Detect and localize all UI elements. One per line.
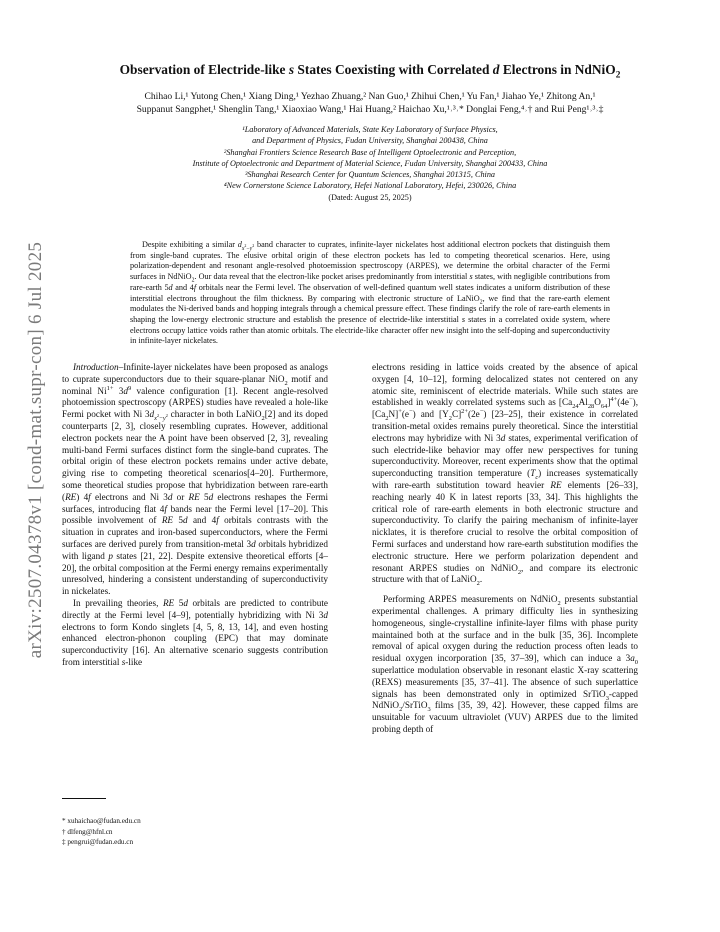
- affiliation-line: Institute of Optoelectronic and Department of Material Science, Fudan University, Shanghai 200433, China: [192, 158, 548, 168]
- author-list: [72, 90, 668, 116]
- footnote-email: * xuhaichao@fudan.edu.cn: [62, 817, 141, 825]
- affiliation-line: and Department of Physics, Fudan University, Shanghai 200438, China: [252, 136, 488, 146]
- author-line-1: Chihao Li,¹ Yutong Chen,¹ Xiang Ding,¹ Yezhao Zhuang,² Nan Guo,¹ Zhihui Chen,¹ Yu Fan,¹ Jiahao Ye,¹ Zhitong An,¹: [144, 91, 596, 102]
- left-column: [62, 362, 328, 669]
- arxiv-sidebar: [16, 200, 56, 700]
- arxiv-identifier: arXiv:2507.04378v1 [cond-mat.supr-con] 6 Jul 2025: [25, 241, 46, 659]
- dated-line: (Dated: August 25, 2025): [328, 192, 412, 202]
- footnotes: [62, 816, 328, 848]
- affiliations: [90, 124, 650, 203]
- right-column: [372, 362, 638, 736]
- author-line-2: Suppanut Sangphet,¹ Shenglin Tang,¹ Xiaoxiao Wang,¹ Hai Huang,² Haichao Xu,¹˒³˒* Donglai Feng,⁴˒† and Rui Peng¹˒³˒‡: [136, 104, 604, 115]
- intro-paragraph-2-cont: electrons residing in lattice voids created by the absence of apical oxygen [4, 10–12], forming delocalized states not centered on any atomic site, reminiscent of electride materials. While such states are established in weakly correlated systems such as $[Ca_{24}Al_{28}O_{64}]^{4+}(4e^-)$, $[Ca_2N]^+(e^-)$ and $[Y_2C]^{2+}(2e^-)$ [23–25], their existence in correlated transition-metal oxides remains purely theoretical. Since the interstitial electrons may hybridize with Ni 3d states, experimental verification of such electride-like behavior may offer new perspectives for tuning superconductivity. Moreover, recent experiments show that the optimal superconducting transition temperature $(T_c)$ increases systematically with rare-earth substitution toward heavier RE elements [26–33], reaching nearly 40 K in latest reports [33, 34]. This highlights the critical role of rare-earth elements in both electronic structure and superconductivity. To clarify the pairing mechanism of infinite-layer nicklates, it is therefore crucial to resolve the orbital composition of Fermi surfaces and understand how rare-earth substitution modifies the electronic structure. Here we perform polarization dependent and resonant ARPES studies on NdNiO$_2$, and compare its electronic structure with that of LaNiO$_2$.: [372, 362, 639, 588]
- affiliation-line: ³Shanghai Research Center for Quantum Sciences, Shanghai 201315, China: [244, 170, 496, 180]
- body-paragraph-3: Performing ARPES measurements on NdNiO$_2$ presents substantial experimental challenges. A primary difficulty lies in synthesizing homogeneous, single-crystalline infinite-layer films with phase purity maintained both at the surface and in the bulk [35, 36]. Incomplete removal of apical oxygen during the reduction process often leads to residual oxygen incorporation [35, 37–39], which can induce a $3a_0$ superlattice modulation observable in resonant elastic X-ray scattering (REXS) measurements [35, 37–41]. The absence of such superlattice signals has been demonstrated only in optimized SrTiO$_3$-capped NdNiO$_2$/SrTiO$_3$ films [35, 39, 42]. However, these capped films are unsuitable for vacuum ultraviolet (VUV) ARPES due to the limited probing depth of: [372, 594, 639, 734]
- affiliation-line: ²Shanghai Frontiers Science Research Base of Intelligent Optoelectronic and Perception,: [223, 147, 517, 157]
- affiliation-line: ⁴New Cornerstone Science Laboratory, Hefei National Laboratory, Hefei, 230026, China: [223, 181, 517, 191]
- paper-title: Observation of Electride-like s States Coexisting with Correlated d Electrons in NdNiO$_2$: [119, 62, 621, 81]
- intro-paragraph-1: Introduction–Infinite-layer nickelates have been proposed as analogs to cuprate superconductors due to their square-planar NiO$_2$ motif and nominal $Ni^{1+}$ $3d^9$ valence configuration [1]. Recent angle-resolved photoemission spectroscopy (ARPES) studies have revealed a hole-like Fermi pocket with Ni $3d_{x^2-y^2}$ character in both LaNiO$_2$[2] and its doped counterparts [2, 3], closely resembling cuprates. However, additional electron pockets near the A point have been observed [2, 3], revealing multi-band Fermi surfaces distinct form the single-band cuprates. The orbital origin of these electron pockets remains under active debate, giving rise to competing theoretical scenarios[4–20]. Furthermore, some theoretical studies propose that hybridization between rare-earth (RE) 4f electrons and Ni 3d or RE 5d electrons reshapes the Fermi surfaces, introducing flat 4f bands near the Fermi level [17–20]. This possible involvement of RE 5d and 4f orbitals contrasts with the situation in cuprates and iron-based superconductors, where the Fermi surfaces are derived purely from transition-metal 3d orbitals hybridized with ligand p states [21, 22]. Despite extensive theoretical efforts [4–20], the orbital composition at the Fermi energy remains experimentally unresolved, hindering a consistent understanding of superconductivity in nickelates.: [62, 362, 329, 597]
- footnote-email: ‡ pengrui@fudan.edu.cn: [62, 838, 134, 847]
- footnote-rule: [62, 798, 106, 799]
- abstract: Despite exhibiting a similar $d_{x^2-y^2}$ band character to cuprates, infinite-layer nickelates host additional electron pockets that distinguish them from single-band cuprates. The elusive orbital origin of these electron pockets has led to competing theoretical scenarios. Here, using polarization-dependent and resonant angle-resolved photoemission spectroscopy (ARPES), we determine the orbital character of the Fermi surfaces in NdNiO$_2$. Our data reveal that the electron-like pocket arises predominantly from interstitial s states, with negligible contributions from rare-earth 5d and 4f orbitals near the Fermi level. The observation of well-defined quantum well states indicates a uniform distribution of these interstitial electrons throughout the film thickness. By comparing with electronic structure of LaNiO$_2$, we find that the rare-earth element modulates the Ni-derived bands and hopping integrals through a chemical pressure effect. These findings clarify the role of rare-earth elements in shaping the low-energy electronic structure and establish the presence of electride-like interstitial s states in a correlated oxide system, where electrons occupy lattice voids rather than atomic orbitals. The electride-like character offer new insight into the self-doping and superconductivity in infinite-layer nickelates.: [130, 240, 611, 346]
- footnote-email: † dlfeng@hfnl.cn: [62, 827, 113, 836]
- intro-paragraph-2: In prevailing theories, RE 5d orbitals are predicted to contribute directly at the Fermi level [4–9], potentially hybridizing with Ni 3d electrons to form Kondo singlets [4, 5, 8, 13, 14], and even hosting enhanced electron-phonon coupling (EPC) that may dominate superconductivity [16]. An alternative scenario suggests contribution from interstitial s-like: [62, 597, 328, 667]
- affiliation-line: ¹Laboratory of Advanced Materials, State Key Laboratory of Surface Physics,: [242, 125, 498, 134]
